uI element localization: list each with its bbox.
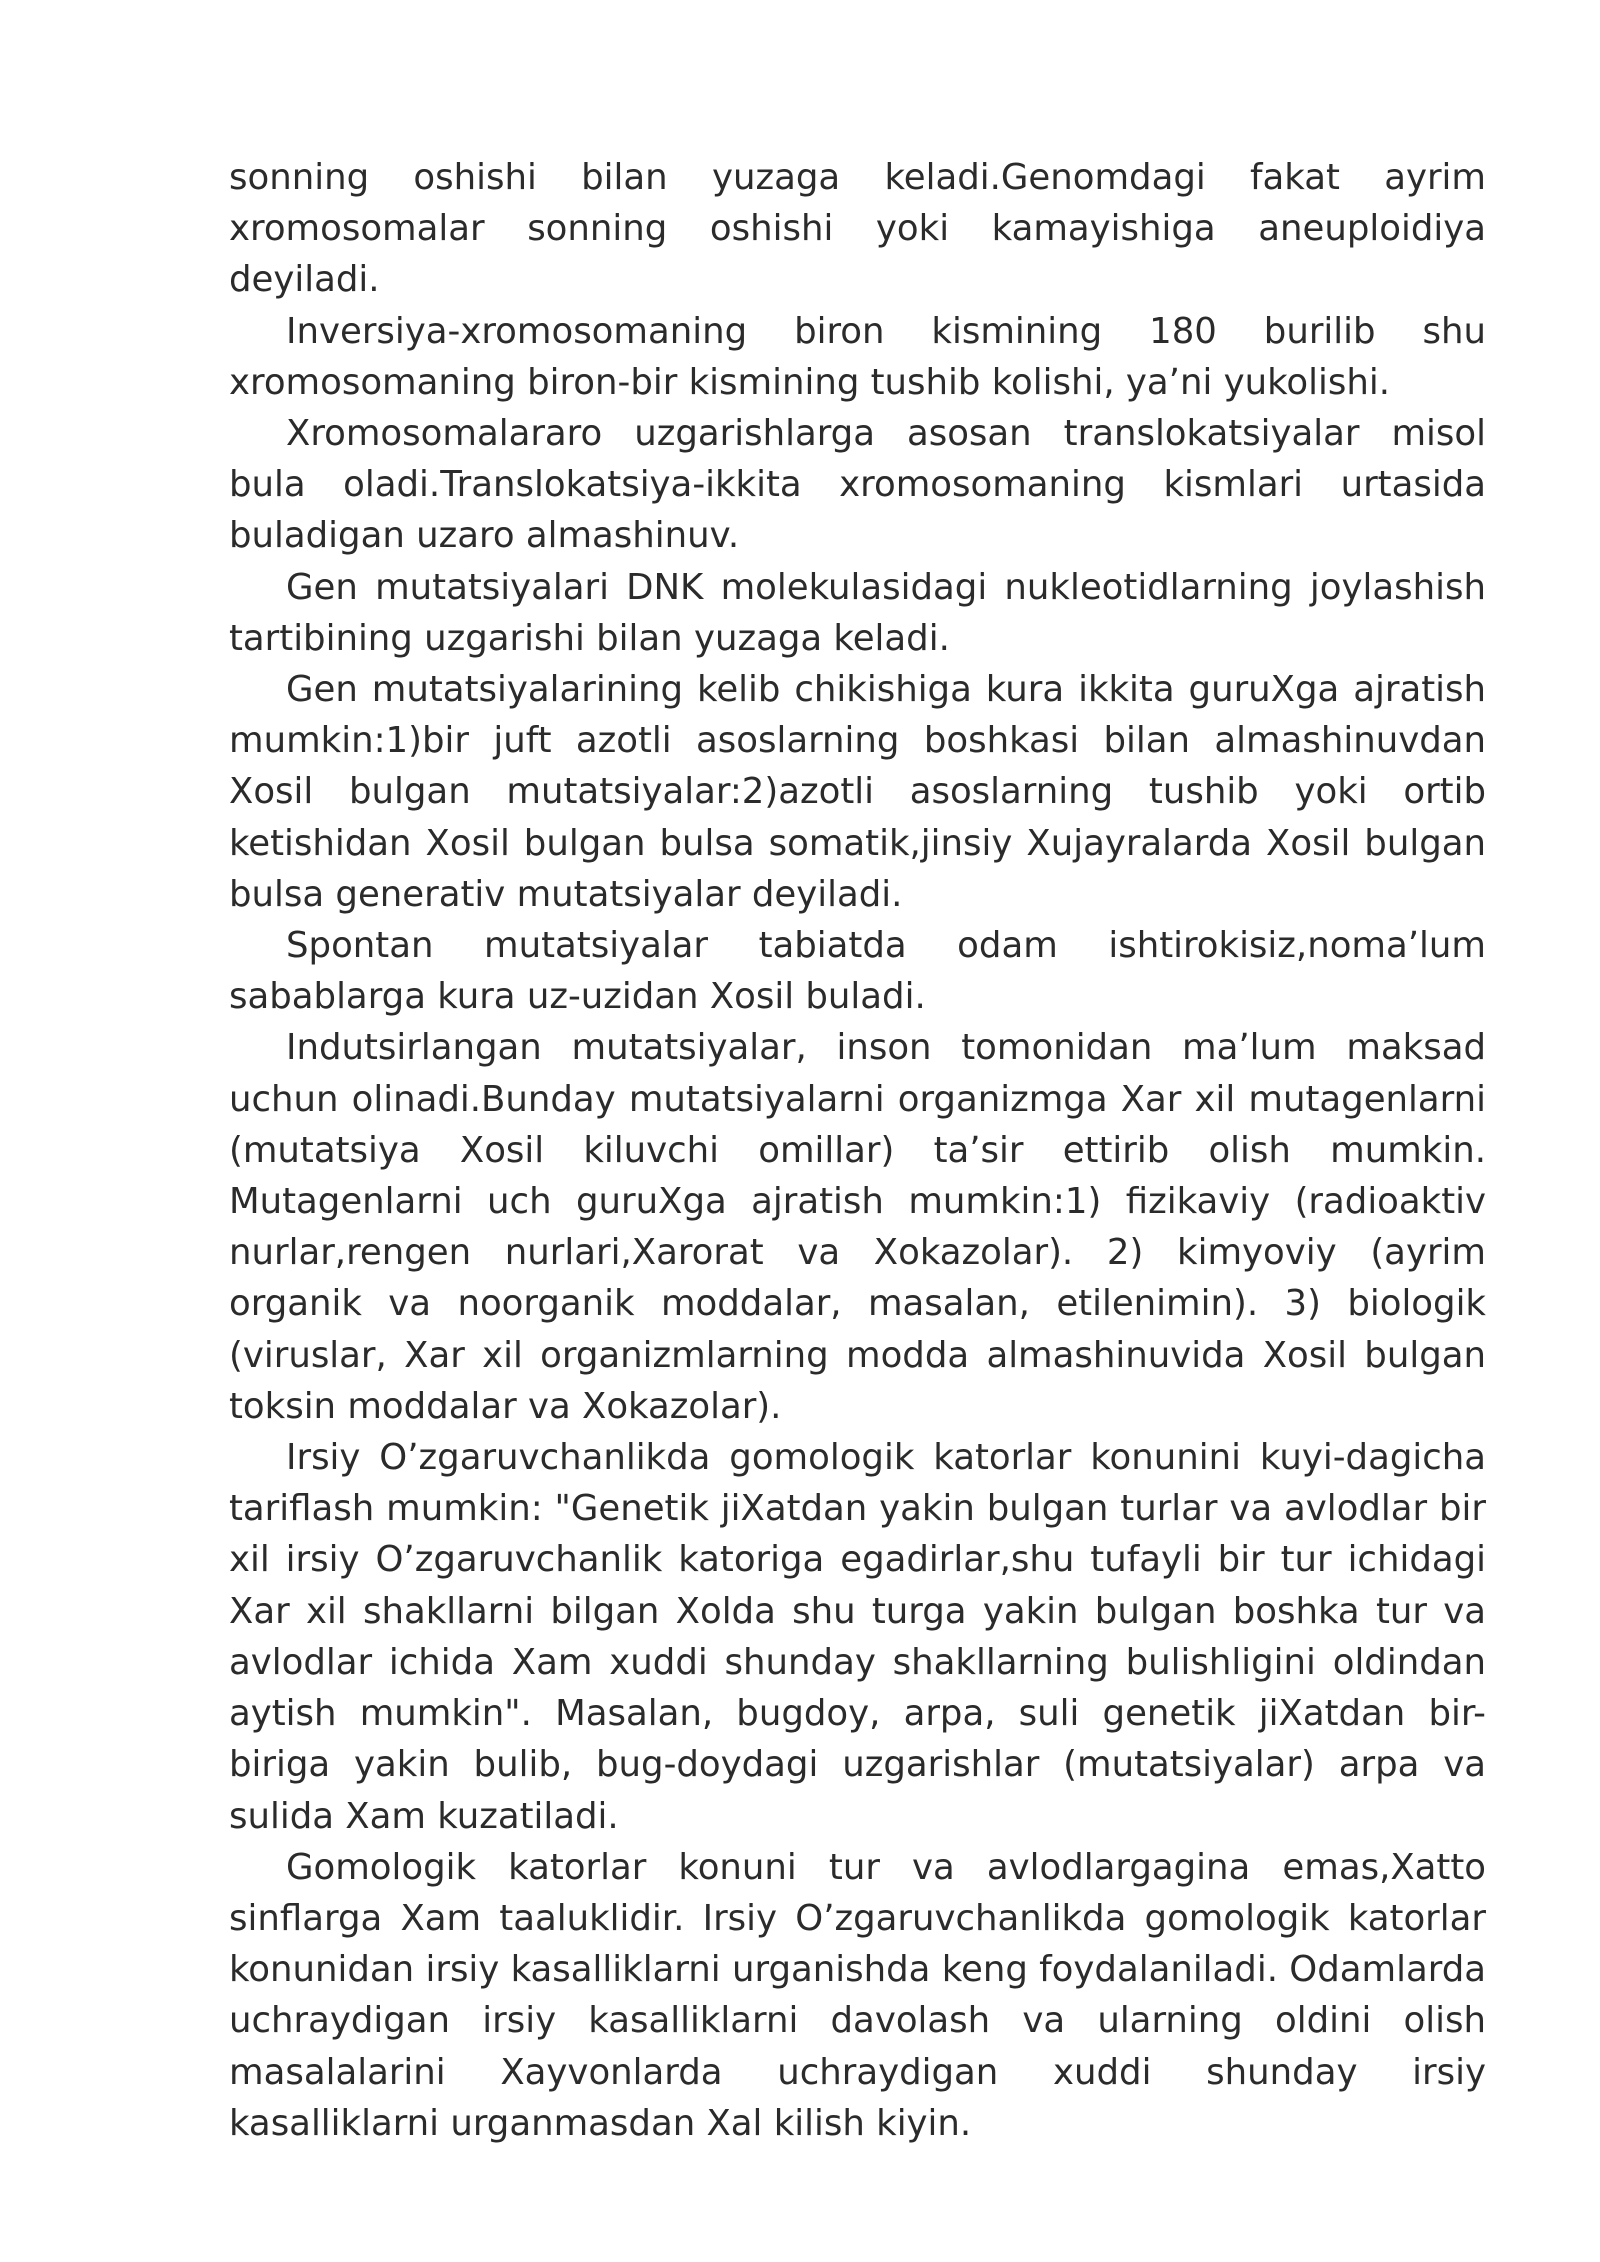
paragraph: sonning oshishi bilan yuzaga keladi.Genomdagi fakat ayrim xromosomalar sonning oshishi yoki kamayishiga aneuploidiya deyiladi.: [229, 157, 1486, 301]
paragraph: Gen mutatsiyalari DNK molekulasidagi nukleotidlarning joylashish tartibining uzgarishi bilan yuzaga keladi.: [229, 566, 1486, 659]
paragraph: Inversiya-xromosomaning biron kismining 180 burilib shu xromosomaning biron-bir kismining tushib kolishi, ya’ni yukolishi.: [229, 310, 1486, 403]
paragraph: Indutsirlangan mutatsiyalar, inson tomonidan ma’lum maksad uchun olinadi.Bunday mutatsiyalarni organizmga Xar xil mutagenlarni (mutatsiya Xosil kiluvchi omillar) ta’sir ettirib olish mumkin. Mutagenlarni uch guruXga ajratish mumkin:1) fizikaviy (radioaktiv nurlar,rengen nurlari,Xarorat va Xokazolar). 2) kimyoviy (ayrim organik va noorganik moddalar, masalan, etilenimin). 3) biologik (viruslar, Xar xil organizmlarning modda almashinuvida Xosil bulgan toksin moddalar va Xokazolar).: [229, 1027, 1486, 1427]
body-text: [229, 152, 1486, 2149]
paragraph: Spontan mutatsiyalar tabiatda odam ishtirokisiz,noma’lum sabablarga kura uz-uzidan Xosil buladi.: [229, 925, 1486, 1018]
paragraph: Gomologik katorlar konuni tur va avlodlargagina emas,Xatto sinflarga Xam taaluklidir. Irsiy O’zgaruvchanlikda gomologik katorlar konunidan irsiy kasalliklarni urganishda keng foydalaniladi. Odamlarda uchraydigan irsiy kasalliklarni davolash va ularning oldini olish masalalarini Xayvonlarda uchraydigan xuddi shunday irsiy kasalliklarni urganmasdan Xal kilish kiyin.: [229, 1846, 1486, 2144]
paragraph: Irsiy O’zgaruvchanlikda gomologik katorlar konunini kuyi-dagicha tariflash mumkin: "Genetik jiXatdan yakin bulgan turlar va avlodlar bir xil irsiy O’zgaruvchanlik katoriga egadirlar,shu tufayli bir tur ichidagi Xar xil shakllarni bilgan Xolda shu turga yakin bulgan boshka tur va avlodlar ichida Xam xuddi shunday shakllarning bulishligini oldindan aytish mumkin". Masalan, bugdoy, arpa, suli genetik jiXatdan bir-biriga yakin bulib, bug-doydagi uzgarishlar (mutatsiyalar) arpa va sulida Xam kuzatiladi.: [229, 1437, 1486, 1837]
paragraph: Gen mutatsiyalarining kelib chikishiga kura ikkita guruXga ajratish mumkin:1)bir juft azotli asoslarning boshkasi bilan almashinuvdan Xosil bulgan mutatsiyalar:2)azotli asoslarning tushib yoki ortib ketishidan Xosil bulgan bulsa somatik,jinsiy Xujayralarda Xosil bulgan bulsa generativ mutatsiyalar deyiladi.: [229, 669, 1486, 915]
paragraph: Xromosomalararo uzgarishlarga asosan translokatsiyalar misol bula oladi.Translokatsiya-ikkita xromosomaning kismlari urtasida buladigan uzaro almashinuv.: [229, 413, 1486, 557]
